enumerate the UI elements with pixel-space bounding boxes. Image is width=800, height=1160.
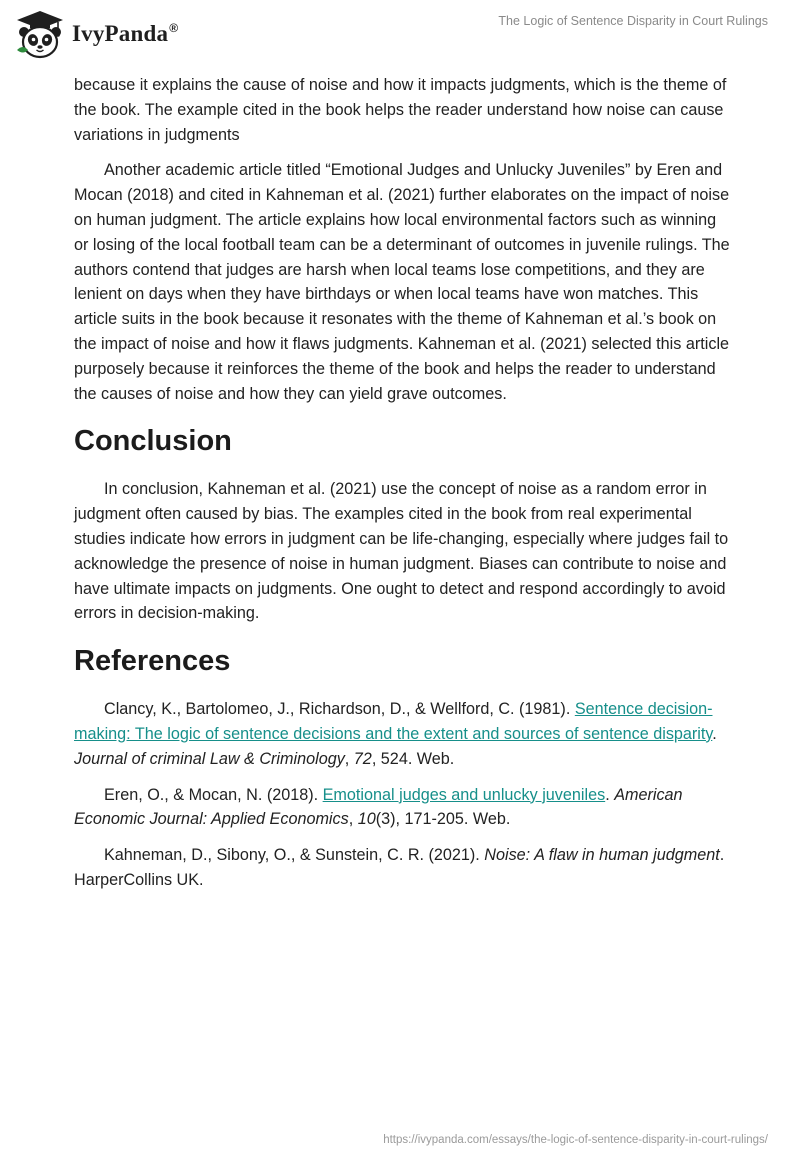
reference-authors: Clancy, K., Bartolomeo, J., Richardson, D., & Wellford, C. (1981). xyxy=(104,700,575,719)
registered-mark: ® xyxy=(169,21,179,36)
reference-volume: 10 xyxy=(357,810,376,829)
document-title: The Logic of Sentence Disparity in Court Rulings xyxy=(498,14,768,28)
paragraph-emotional-judges: Another academic article titled “Emotional Judges and Unlucky Juveniles” by Eren and Mocan (2018) and cited in Kahneman et al. (2021) further elaborates on the impact of noise on human judgment. The article explains how local environmental factors such as winning or losing of the local football team can be a determinant of outcomes in juvenile rulings. The authors contend that judges are harsh when local teams lose competitions, and they are lenient on days when they have birthdays or when local teams have won matches. This article suits in the book because it resonates with the theme of Kahneman et al.’s book on the impact of noise and how it flaws judgments. Kahneman et al. (2021) selected this article purposely because it reinforces the theme of the book and helps the reader to understand the causes of noise and how they can yield grave outcomes. xyxy=(74,161,730,403)
page-header xyxy=(0,0,800,66)
article-content xyxy=(74,73,734,904)
logo-wordmark: IvyPanda® xyxy=(72,21,179,46)
reference-link-emotional-judges[interactable]: Emotional judges and unlucky juveniles xyxy=(322,785,606,804)
reference-authors: Eren, O., & Mocan, N. (2018). xyxy=(104,785,323,804)
reference-item-clancy: Clancy, K., Bartolomeo, J., Richardson, D., & Wellford, C. (1981). Sentence decision-making: The logic of sentence decisions and the extent and sources of sentence disparity. Journal of criminal Law & Criminology, 72, 524. Web. xyxy=(74,700,717,768)
footer-source-url: https://ivypanda.com/essays/the-logic-of-sentence-disparity-in-court-rulings/ xyxy=(383,1134,768,1146)
ivypanda-logo[interactable] xyxy=(14,8,178,60)
reference-item-kahneman: Kahneman, D., Sibony, O., & Sunstein, C. R. (2021). Noise: A flaw in human judgment. HarperCollins UK. xyxy=(74,846,725,889)
reference-journal: American Economic Journal: Applied Economics xyxy=(74,785,683,829)
reference-item-eren: Eren, O., & Mocan, N. (2018). Emotional judges and unlucky juveniles. American Economic Journal: Applied Economics, 10(3), 171-205. Web. xyxy=(74,785,683,829)
reference-link-sentence-decision-making[interactable]: Sentence decision-making: The logic of sentence decisions and the extent and sources of sentence disparity xyxy=(74,700,713,743)
conclusion-heading: Conclusion xyxy=(74,425,232,458)
reference-book-title: Noise: A flaw in human judgment xyxy=(484,846,720,865)
reference-authors: Kahneman, D., Sibony, O., & Sunstein, C. R. (2021). xyxy=(104,846,485,865)
references-heading: References xyxy=(74,645,231,678)
reference-volume: 72 xyxy=(353,749,372,768)
panda-graduate-icon xyxy=(14,8,66,60)
conclusion-paragraph: In conclusion, Kahneman et al. (2021) use the concept of noise as a random error in judgment often caused by bias. The examples cited in the book from real experimental studies indicate how errors in judgment can be life-changing, especially where judges fail to acknowledge the presence of noise in human judgment. Biases can contribute to noise and have ultimate impacts on judgments. One ought to detect and respond accordingly to avoid errors in decision-making. xyxy=(74,480,729,623)
reference-journal: Journal of criminal Law & Criminology xyxy=(74,749,345,768)
paragraph-continued: because it explains the cause of noise and how it impacts judgments, which is the theme of the book. The example cited in the book helps the reader understand how noise can cause variations in judgments xyxy=(74,76,727,144)
